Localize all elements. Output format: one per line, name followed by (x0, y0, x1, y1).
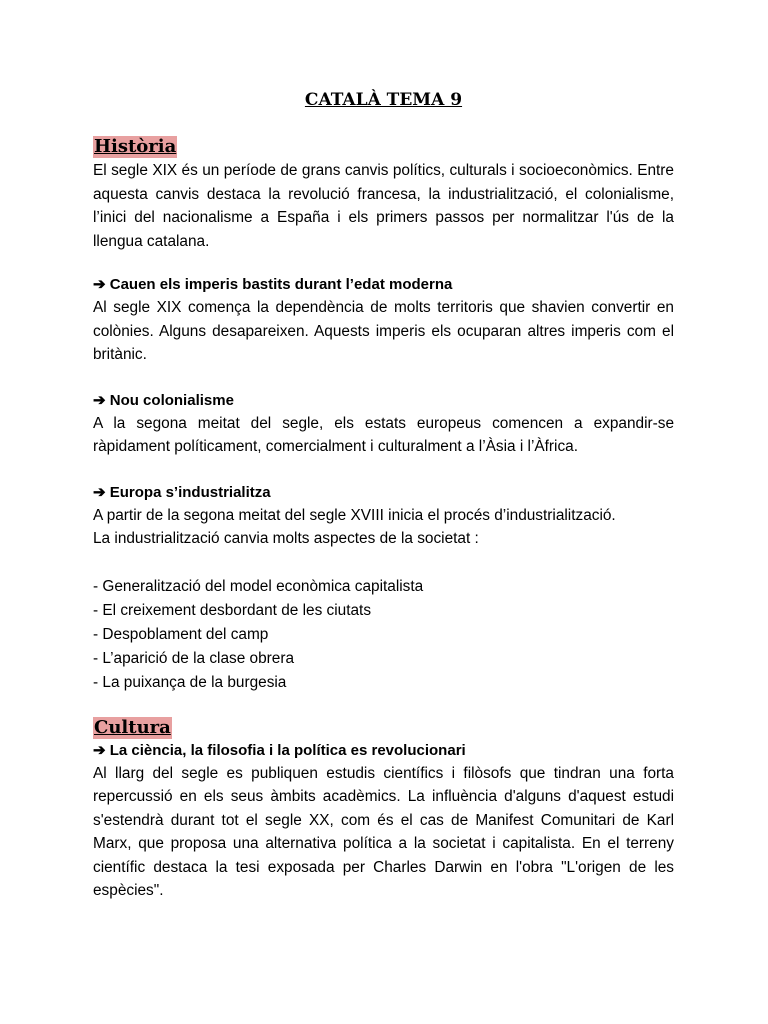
industrialitza-list (93, 575, 674, 695)
subheading-industrialitza: ➔ Europa s’industrialitza (93, 483, 271, 501)
colonialisme-text: A la segona meitat del segle, els estats europeus comencen a expandir-se ràpidament políticament, comercialment i culturalment a l’Àsia i l’Àfrica. (93, 414, 674, 455)
page-title: CATALÀ TEMA 9 (304, 90, 463, 110)
historia-intro: El segle XIX és un període de grans canvis polítics, culturals i socioeconòmics. Entre aquesta canvis destaca la revolució francesa, la industrialització, el colonialisme, l’inici del nacionalisme a España i els primers passos per normalitzar l'ús de la llengua catalana. (93, 162, 674, 250)
list-item: - La puixança de la burgesia (93, 673, 287, 691)
section-heading-historia: Història (94, 136, 177, 157)
section-heading-cultura: Cultura (94, 716, 171, 738)
list-item: - L’aparició de la clase obrera (93, 649, 295, 667)
document-page (93, 88, 674, 903)
subheading-colonialisme: ➔ Nou colonialisme (93, 391, 234, 409)
list-item: - Generalització del model econòmica capitalista (93, 577, 424, 595)
ciencia-text: Al llarg del segle es publiquen estudis científics i filòsofs que tindran una forta repercussió en els seus àmbits acadèmics. La influència d'alguns d'aquest estudi s'estendrà durant tot el segle XX, com és el cas de Manifest Comunitari de Karl Marx, que proposa una alternativa política a la societat i capitalista. En el terreny científic destaca la tesi exposada per Charles Darwin en l'obra "L'origen de les espècies". (93, 764, 674, 899)
industrialitza-line-1: A partir de la segona meitat del segle XVIII inicia el procés d’industrialització. (93, 506, 616, 524)
list-item: - El creixement desbordant de les ciutats (93, 601, 372, 619)
list-item: - Despoblament del camp (93, 625, 269, 643)
subheading-ciencia: ➔ La ciència, la filosofia i la política es revolucionari (93, 741, 466, 759)
section-cultura (93, 717, 674, 740)
imperis-text: Al segle XIX comença la dependència de molts territoris que shavien convertir en colònies. Alguns desapareixen. Aquests imperis els ocuparan altres imperis com el britànic. (93, 299, 674, 363)
subheading-imperis: ➔ Cauen els imperis bastits durant l’edat moderna (93, 276, 453, 293)
section-historia (93, 136, 674, 159)
industrialitza-line-2: La industrialització canvia molts aspectes de la societat : (93, 530, 479, 547)
